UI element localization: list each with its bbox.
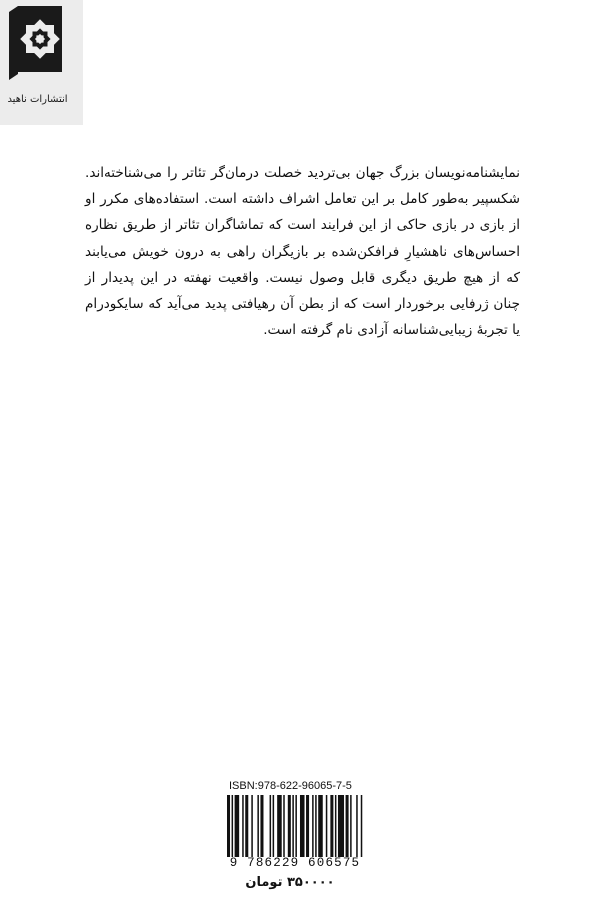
publisher-name: انتشارات ناهید bbox=[7, 94, 68, 105]
isbn-barcode-block bbox=[225, 780, 365, 900]
barcode-digits: 9 786229 606575 bbox=[229, 856, 361, 870]
barcode bbox=[225, 795, 365, 857]
publisher-logo-box bbox=[0, 0, 83, 125]
eight-point-star-emblem-icon bbox=[5, 4, 65, 84]
price-label: ۳۵۰۰۰۰ تومان bbox=[245, 875, 335, 890]
isbn-label: ISBN:978-622-96065-7-5 bbox=[229, 780, 352, 792]
back-cover-blurb: نمایشنامه‌نویسان بزرگ جهان بی‌تردید خصلت درمان‌گر تئاتر را می‌شناخته‌اند. شکسپیر به‌طور کامل بر این تعامل اشراف داشته است. استفاده‌های مکرر او از بازی در بازی حاکی از این فرایند است که تماشاگران تئاتر از طریق نظاره احساس‌های ناهشیارِ فرافکن‌شده بر بازیگران راهی به درون خویش می‌یابند که از هیچ طریق دیگری قابل وصول نیست. واقعیت نهفته در این پدیدار از چنان ژرفایی برخوردار است که از بطن آن رهیافتی پدید می‌آید که سایکودرام یا تجربهٔ زیبایی‌شناسانه آزادی نام گرفته است. bbox=[85, 165, 520, 339]
